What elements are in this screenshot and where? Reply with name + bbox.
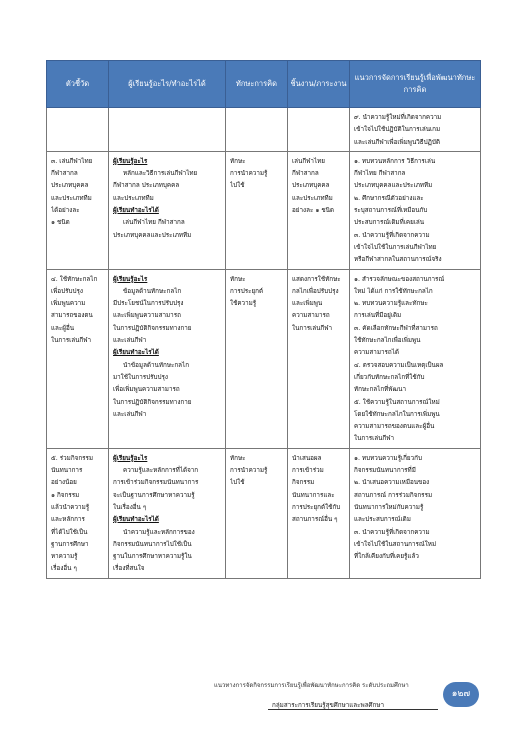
cell-line: กีฬาสากล xyxy=(292,170,319,178)
cell-line: ๓. เล่นกีฬาไทย xyxy=(51,157,93,165)
cell-line: กิจกรรมนันทนาการไปใช้เป็น xyxy=(113,540,192,548)
curriculum-table xyxy=(46,60,481,579)
cell-line: เล่นกีฬาไทย กีฬาสากล xyxy=(123,219,185,227)
cell-subheading: ผู้เรียนรู้อะไร xyxy=(113,275,148,283)
table-cell xyxy=(47,151,109,269)
table-cell xyxy=(47,108,109,152)
table-cell xyxy=(288,448,350,578)
cell-line: และเล่นกีฬาเพื่อเพิ่มพูนวิธีปฏิบัติ xyxy=(354,138,440,146)
cell-line: เกี่ยวกับทักษะกลไกที่ใช้กับ xyxy=(354,373,425,381)
cell-line: การประยุกต์ xyxy=(230,287,264,295)
cell-line: ทักษะ xyxy=(230,157,246,165)
table-row xyxy=(47,269,481,448)
header-teaching-approach: แนวการจัดการเรียนรู้เพื่อพัฒนาทักษะการคิด xyxy=(350,61,481,108)
table-cell xyxy=(226,108,288,152)
cell-line: เพื่อเพิ่มพูนความสามารถ xyxy=(113,386,180,394)
footer-rule xyxy=(268,709,438,710)
table-header-row xyxy=(47,61,481,108)
table-cell xyxy=(350,108,481,152)
table-cell xyxy=(226,269,288,448)
cell-line: ไปใช้ xyxy=(230,182,245,190)
cell-line: ๓. นำความรู้ที่เกิดจากความ xyxy=(354,231,430,239)
table-cell xyxy=(109,448,226,578)
cell-line: สถานการณ์ การร่วมกิจกรรม xyxy=(354,491,433,499)
table-cell xyxy=(109,269,226,448)
header-task: ชิ้นงาน/ภาระงาน xyxy=(288,61,350,108)
table-cell xyxy=(350,448,481,578)
cell-line: ๕. ร่วมกิจกรรม xyxy=(51,454,94,462)
cell-line: แล้วนำความรู้ xyxy=(51,503,90,511)
cell-line: ๙. นำความรู้ใหม่ที่เกิดจากความ xyxy=(354,114,442,121)
cell-line: การเล่นที่มีอยู่เดิม xyxy=(354,312,402,320)
cell-line: ความสามารถของตนและผู้อื่น xyxy=(354,423,435,431)
cell-line: มาใช้ในการปรับปรุง xyxy=(113,373,168,381)
cell-line: และประเภททีม xyxy=(292,194,333,202)
table-row xyxy=(47,151,481,269)
cell-line: ประสบการณ์เดิมที่เคยเล่น xyxy=(354,219,425,227)
cell-line: อย่างน้อย xyxy=(51,479,77,487)
cell-line: ความสามารถได้ xyxy=(354,349,399,357)
table-row xyxy=(47,448,481,578)
cell-line: สถานการณ์อื่น ๆ xyxy=(292,516,338,524)
cell-line: ในการปฏิบัติกิจกรรมทางกาย xyxy=(113,324,192,332)
cell-line: และเพิ่มพูนความสามารถ xyxy=(113,312,181,320)
cell-line: ในการเล่นกีฬา xyxy=(354,435,395,443)
table-cell xyxy=(288,151,350,269)
cell-line: ข้อมูลด้านทักษะกลไก xyxy=(123,287,182,295)
footer-subject: กลุ่มสาระการเรียนรู้สุขศึกษาและพลศึกษา xyxy=(272,702,385,709)
cell-line: ทักษะกลไกที่พัฒนา xyxy=(354,386,406,394)
cell-line: ใช้ความรู้ xyxy=(230,300,257,308)
cell-line: มีประโยชน์ในการปรับปรุง xyxy=(113,300,184,308)
cell-line: และประเภททีม xyxy=(51,194,92,202)
cell-line: หลักและวิธีการเล่นกีฬาไทย xyxy=(123,170,198,178)
cell-line: ฐานในการศึกษาหาความรู้ใน xyxy=(113,553,192,561)
cell-line: เล่นกีฬาไทย xyxy=(292,157,325,165)
cell-line: ได้อย่างละ xyxy=(51,207,80,215)
cell-line: ๒. ศึกษากรณีตัวอย่างและ xyxy=(354,194,424,202)
cell-subheading: ผู้เรียนทำอะไรได้ xyxy=(113,349,159,357)
header-thinking-skill: ทักษะการคิด xyxy=(226,61,288,108)
cell-line: เพื่อปรับปรุง xyxy=(51,287,83,295)
cell-line: เข้าใจไปใช้ในสถานการณ์ใหม่ xyxy=(354,540,437,548)
cell-line: กิจกรรมนันทนาการที่มี xyxy=(354,467,416,475)
cell-line: นันทนาการ xyxy=(51,467,83,475)
cell-subheading: ผู้เรียนรู้อะไร xyxy=(113,454,148,462)
cell-line: และผู้อื่น xyxy=(51,324,75,332)
table-cell xyxy=(109,151,226,269)
cell-line: ๒. ทบทวนความรู้และทักษะ xyxy=(354,300,428,308)
cell-line: ในการเล่นกีฬา xyxy=(292,324,333,332)
cell-line: นันทนาการใหม่กับความรู้ xyxy=(354,503,424,511)
cell-line: ๒. นำเสนอความเหมือนของ xyxy=(354,479,430,487)
cell-line: โดยใช้ทักษะกลไกในการเพิ่มพูน xyxy=(354,410,440,418)
cell-line: ประเภทบุคคลและประเภททีม xyxy=(113,231,192,239)
header-indicator: ตัวชี้วัด xyxy=(47,61,109,108)
cell-line: ประเภทบุคคลและประเภททีม xyxy=(354,182,433,190)
cell-line: ใหม่ ได้แก่ การใช้ทักษะกลไก xyxy=(354,287,433,295)
cell-line: ๔. ตรวจสอบความเป็นเหตุเป็นผล xyxy=(354,361,444,369)
cell-line: ระบุสถานการณ์ที่เหมือนกับ xyxy=(354,207,428,215)
table-cell xyxy=(288,269,350,448)
cell-line: ที่ได้ไปใช้เป็น xyxy=(51,528,88,536)
cell-line: เพิ่มพูนความ xyxy=(51,300,86,308)
table-cell xyxy=(226,151,288,269)
cell-line: นันทนาการและ xyxy=(292,491,335,499)
table-cell xyxy=(226,448,288,578)
table-cell xyxy=(350,269,481,448)
cell-line: ๕. ใช้ความรู้ในสถานการณ์ใหม่ xyxy=(354,398,440,406)
cell-line: ที่ใกล้เคียงกับที่เคยรู้แล้ว xyxy=(354,553,419,561)
cell-line: และเล่นกีฬา xyxy=(113,337,147,345)
cell-line: ๔. ใช้ทักษะกลไก xyxy=(51,275,98,283)
cell-line: กีฬาสากล xyxy=(51,170,78,178)
cell-line: ทักษะ xyxy=(230,454,246,462)
page-number-badge: ๑๒๗ xyxy=(443,682,479,707)
cell-line: ความสามารถ xyxy=(292,312,330,320)
footer-book-title: แนวทางการจัดกิจกรรมการเรียนรู้เพื่อพัฒนาทักษะการคิด ระดับประถมศึกษา xyxy=(214,682,409,689)
cell-line: การนำความรู้ xyxy=(230,467,268,475)
cell-line: ประเภทบุคคล xyxy=(51,182,89,190)
cell-line: จะเป็นฐานการศึกษาหาความรู้ xyxy=(113,491,195,499)
cell-line: ๑ กิจกรรม xyxy=(51,491,80,499)
cell-line: นำความรู้และหลักการของ xyxy=(123,528,195,536)
cell-line: ความรู้และหลักการที่ได้จาก xyxy=(123,467,199,475)
table-row xyxy=(47,108,481,152)
header-learning: ผู้เรียนรู้อะไร/ทำอะไรได้ xyxy=(109,61,226,108)
cell-line: การประยุกต์ใช้กับ xyxy=(292,503,341,511)
cell-line: ๓. คัดเลือกทักษะกีฬาที่สามารถ xyxy=(354,324,438,332)
cell-subheading: ผู้เรียนรู้อะไร xyxy=(113,157,148,165)
cell-line: กีฬาไทย กีฬาสากล xyxy=(354,170,406,178)
cell-line: การนำความรู้ xyxy=(230,170,268,178)
cell-line: กลไกเพื่อปรับปรุง xyxy=(292,287,339,295)
cell-line: ๑. สำรวจลักษณะของสถานการณ์ xyxy=(354,275,445,283)
cell-line: สามารถของตน xyxy=(51,312,93,320)
table-cell xyxy=(109,108,226,152)
cell-line: เข้าใจไปใช้ในการเล่นกีฬาไทย xyxy=(354,243,437,251)
cell-line: นำเสนอผล xyxy=(292,454,322,462)
cell-line: ๓. นำความรู้ที่เกิดจากความ xyxy=(354,528,430,536)
cell-line: และประเภททีม xyxy=(113,194,154,202)
cell-line: การเข้าร่วมกิจกรรมนันทนาการ xyxy=(113,479,199,487)
cell-line: อย่างละ ๑ ชนิด xyxy=(292,207,334,215)
cell-line: และประสบการณ์เดิม xyxy=(354,516,411,524)
cell-line: ทักษะ xyxy=(230,275,246,283)
cell-line: ไปใช้ xyxy=(230,479,245,487)
cell-line: เข้าใจไปใช้ปฏิบัติในการเล่นเกม xyxy=(354,126,441,134)
cell-subheading: ผู้เรียนทำอะไรได้ xyxy=(113,516,159,524)
table-cell xyxy=(47,448,109,578)
cell-line: กิจกรรม xyxy=(292,479,315,487)
table-cell xyxy=(288,108,350,152)
cell-line: ๑. ทบทวนความรู้เกี่ยวกับ xyxy=(354,454,422,462)
table-cell xyxy=(47,269,109,448)
cell-line: ในการเล่นกีฬา xyxy=(51,337,92,345)
cell-line: เรื่องที่สนใจ xyxy=(113,565,145,573)
cell-line: เรื่องอื่น ๆ xyxy=(51,565,77,573)
cell-line: หาความรู้ xyxy=(51,553,78,561)
cell-line: นำข้อมูลด้านทักษะกลไก xyxy=(123,361,190,369)
cell-line: ประเภทบุคคล xyxy=(292,182,330,190)
cell-line: ๑. ทบทวนหลักการ วิธีการเล่น xyxy=(354,157,436,165)
cell-line: ๑ ชนิด xyxy=(51,219,70,227)
cell-line: และเพิ่มพูน xyxy=(292,300,323,308)
cell-line: และเล่นกีฬา xyxy=(113,410,147,418)
cell-line: แสดงการใช้ทักษะ xyxy=(292,275,341,283)
table-cell xyxy=(350,151,481,269)
cell-line: ฐานการศึกษา xyxy=(51,540,89,548)
cell-subheading: ผู้เรียนทำอะไรได้ xyxy=(113,207,159,215)
cell-line: ในการปฏิบัติกิจกรรมทางกาย xyxy=(113,398,192,406)
cell-line: การเข้าร่วม xyxy=(292,467,324,475)
cell-line: และหลักการ xyxy=(51,516,85,524)
cell-line: ในเรื่องอื่น ๆ xyxy=(113,503,147,511)
cell-line: ใช้ทักษะกลไกเพื่อเพิ่มพูน xyxy=(354,337,421,345)
cell-line: หรือกีฬาสากลในสถานการณ์จริง xyxy=(354,256,442,264)
cell-line: กีฬาสากล ประเภทบุคคล xyxy=(113,182,180,190)
